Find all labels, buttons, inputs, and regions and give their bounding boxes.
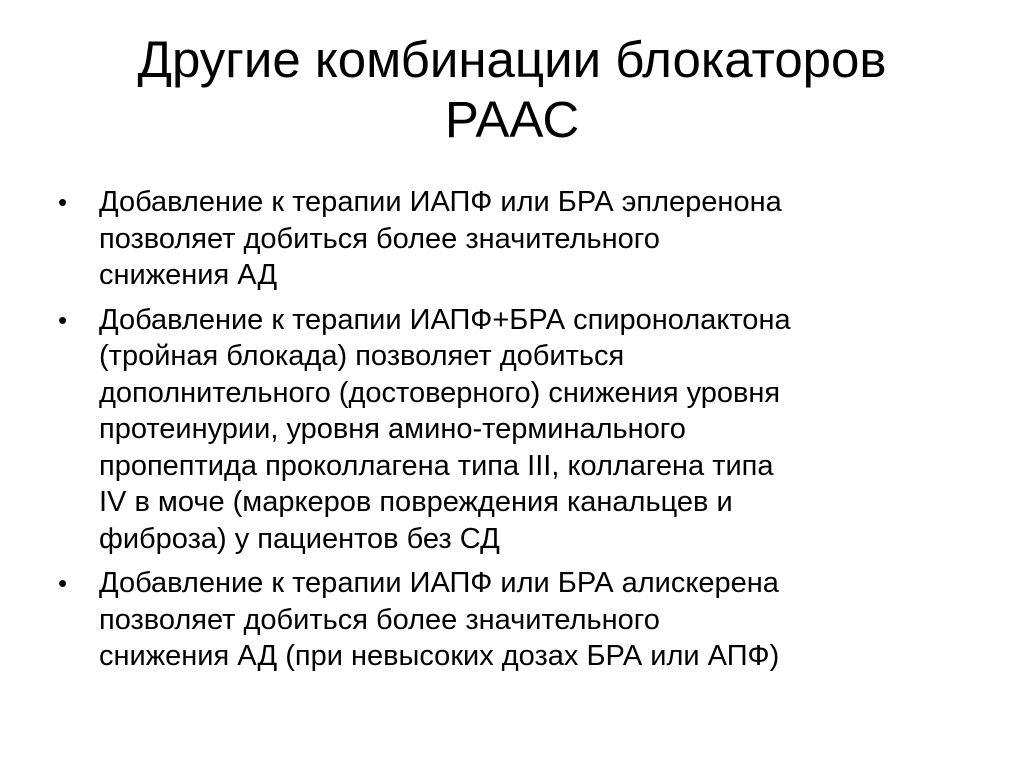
slide-title xyxy=(0,30,1024,150)
bullet-item-aliskiren xyxy=(56,565,956,675)
title-line-2: РААС xyxy=(444,91,580,148)
bullet-line: (тройная блокада) позволяет добиться xyxy=(99,340,625,372)
bullet-line: пропептида проколлагена типа III, коллагена типа xyxy=(99,449,774,482)
bullet-item-eplerenone xyxy=(56,184,956,294)
bullet-line: позволяет добиться более значительного xyxy=(99,603,660,636)
bullet-item-spironolactone xyxy=(56,302,956,558)
bullet-line: Добавление к терапии ИАПФ+БРА спиронолактона xyxy=(99,303,791,336)
bullet-line: фиброза) у пациентов без СД xyxy=(99,522,500,555)
title-line-1: Другие комбинации блокаторов xyxy=(137,31,887,88)
bullet-line: протеинурии, уровня амино-терминального xyxy=(99,413,686,445)
bullet-line: дополнительного (достоверного) снижения уровня xyxy=(99,376,781,409)
bullet-dot-icon: • xyxy=(58,304,68,335)
bullet-line: позволяет добиться более значительного xyxy=(99,222,660,255)
bullet-text xyxy=(99,184,956,294)
bullet-dot-icon: • xyxy=(58,187,68,217)
bullet-text xyxy=(99,565,956,675)
bullet-line: снижения АД xyxy=(99,259,278,291)
bullet-line: снижения АД (при невысоких дозах БРА или АПФ) xyxy=(99,640,780,672)
bullet-line: Добавление к терапии ИАПФ или БРА алискерена xyxy=(99,567,779,599)
bullet-list xyxy=(56,184,956,683)
bullet-dot-icon: • xyxy=(58,568,68,598)
bullet-line: Добавление к терапии ИАПФ или БРА эплеренона xyxy=(99,186,782,218)
bullet-line: IV в моче (маркеров повреждения канальцев и xyxy=(99,486,733,518)
bullet-text xyxy=(99,302,956,558)
